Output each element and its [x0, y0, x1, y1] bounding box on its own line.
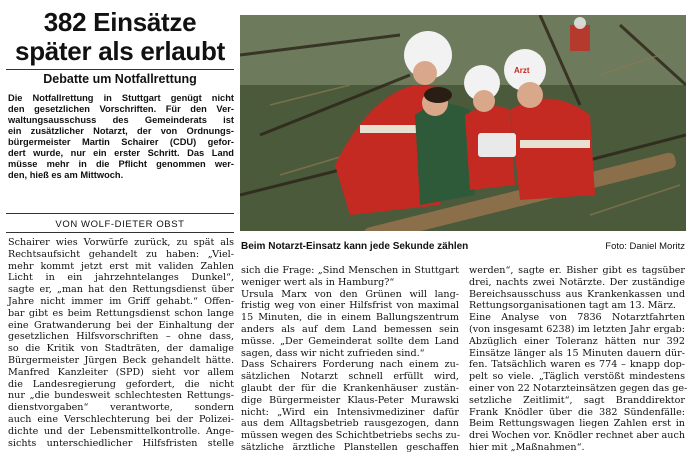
text-line: drei, nachts zwei Notärzte. Der zuständige: [469, 276, 685, 288]
text-line: (von insgesamt 6238) im letzten Jahr ergab:: [469, 323, 685, 335]
text-line: bar gibt es beim Rettungsdienst schon lange: [8, 307, 234, 319]
text-line: dige Bürgermeister Klaus-Peter Murawski: [241, 394, 459, 406]
text-line: sich die Frage: „Sind Menschen in Stuttgart: [241, 265, 459, 276]
text-line: Licht in ein jahrzehntelanges Dunkel“,: [8, 272, 234, 284]
column-3: [469, 265, 688, 454]
text-line: müssen wegen des Schichtbetriebs sechs zu-: [241, 430, 461, 442]
news-photo: [240, 15, 686, 231]
text-line: müsse. „Der Gemeinderat sollte dem Land: [241, 335, 459, 347]
text-line: sagen, dass wir nicht zufrieden sind.“: [241, 347, 425, 359]
text-line: fristig weg von einer Hilfsfrist von maximal: [241, 300, 459, 312]
lead-line: müsse mehr in die Pflicht genommen wer-: [8, 159, 234, 170]
text-line: sätzlichen Notarzt schnell erfüllt wird,: [241, 371, 459, 383]
text-line: dichte und der Lebensmittelkontrolle. Ange-: [8, 425, 234, 437]
lead-line: den gesetzlichen Vorschriften. Für den Ver-: [8, 104, 234, 115]
text-line: anders als auf dem Land bemessen sein: [241, 323, 459, 335]
byline-rule-bottom: [6, 232, 234, 233]
headline-line-2: später als erlaubt: [15, 36, 225, 66]
subheadline-rule: [6, 69, 234, 70]
text-line: Rechtsaufsicht gehandelt zu haben: „Viel-: [8, 248, 234, 260]
text-line: gesetzlichen Hilfsvorschriften – ohne dass,: [8, 331, 234, 343]
text-line: Frank Knödler über die 382 Sündenfälle:: [469, 406, 685, 418]
column-2: [241, 265, 459, 454]
lead-line: ein zusätzlicher Notarzt, der von Ordnungs-: [8, 126, 234, 137]
text-line: Einsätze länger als 15 Minuten dauern dür-: [469, 347, 685, 359]
text-line: Rettungsorganisationen tagt am 13. März.: [469, 300, 676, 312]
text-line: hier mit „Maßnahmen“.: [469, 441, 585, 453]
text-line: Eine Analyse von 7836 Notarztfahrten: [469, 312, 685, 324]
text-line: pelt so viele. „Täglich verstößt mindestens: [469, 371, 685, 383]
text-line: werden“, sagte er. Bisher gibt es tagsüber: [469, 265, 685, 276]
text-line: weniger wert als in Hamburg?“: [241, 276, 395, 288]
text-line: die Landesregierung gefordert, die nicht: [8, 378, 234, 390]
lead-paragraph: [8, 93, 234, 181]
text-line: so die Kritik von Stadträten, der damalige: [8, 343, 234, 355]
byline-rule-top: [6, 213, 234, 214]
text-line: Beim Rettungswagen liegen Zahlen erst in: [469, 418, 685, 430]
photo-credit: Foto: Daniel Moritz: [605, 241, 685, 252]
text-line: fen. Tatsächlich waren es 774 – knapp dop-: [469, 359, 685, 371]
lead-line: waltungsausschuss des Gemeinderats ist: [8, 115, 234, 126]
helmet-label: Arzt: [514, 66, 530, 75]
text-line: Abzüglich einer Toleranz hätten nur 392: [469, 335, 685, 347]
text-line: Bürgermeister Jürgen Beck gehandelt hätte.: [8, 354, 234, 366]
text-line: 15 Minuten, die in einem Ballungszentrum: [241, 312, 459, 324]
headline-line-1: 382 Einsätze: [43, 7, 197, 37]
text-line: Schairer wies Vorwürfe zurück, zu spät als: [8, 237, 234, 248]
byline: VON WOLF-DIETER OBST: [55, 219, 185, 230]
text-line: Ursula Marx von den Grünen will lang-: [241, 288, 459, 300]
text-line: Jahre nicht immer im Griff gehabt.“ Offen-: [8, 295, 234, 307]
text-line: nicht: „Wird ein Intensivmediziner dafür: [241, 406, 459, 418]
lead-line: Die Notfallrettung in Stuttgart genügt nicht: [8, 93, 234, 103]
text-line: Dass Schairers Forderung nach einem zu-: [241, 359, 459, 371]
text-line: Manfred Kanzleiter (SPD) sieht vor allem: [8, 366, 234, 378]
text-line: nur „die bundesweit schlechtesten Rettungs-: [8, 390, 234, 402]
column-1: [8, 237, 234, 449]
text-line: eine Gratwanderung bei der Einhaltung der: [8, 319, 234, 331]
rescue-scene-illustration: [240, 15, 686, 231]
text-line: setzliche Zeitlimit“, sagt Branddirektor: [469, 394, 685, 406]
text-line: auch eine Verschlechterung bei der Polizei-: [8, 413, 234, 425]
headline: [6, 8, 234, 66]
text-line: dienstvorgaben“ verantworte, sondern: [8, 402, 234, 414]
text-line: mehr kommt jetzt erst mit validen Zahlen: [8, 260, 234, 272]
text-line: sagte er, „man hat den Rettungsdienst über: [8, 284, 234, 296]
text-line: Bereichsausschuss aus Krankenkassen und: [469, 288, 685, 300]
text-line: einer von 22 Notarzteinsätzen gegen das ge-: [469, 382, 688, 394]
text-line: sätzliche ärztliche Planstellen geschaffen: [241, 441, 459, 453]
text-line: aus dem Alltagsbetrieb rausgezogen, dann: [241, 418, 459, 430]
text-line: sichts unterschiedlicher Hilfsfristen stelle: [8, 437, 234, 449]
text-line: drei Wochen vor. Knödler rechnet aber auch: [469, 430, 685, 442]
photo-caption: Beim Notarzt-Einsatz kann jede Sekunde zählen: [241, 241, 469, 252]
lead-line: bürgermeister Martin Schairer (CDU) gefor-: [8, 137, 234, 148]
text-line: glaubt der für die Krankenhäuser zustän-: [241, 382, 459, 394]
lead-line: dert wurde, nur ein erster Schritt. Das Land: [8, 148, 234, 159]
lead-line: den, hieß es am Mittwoch.: [8, 170, 124, 181]
subheadline: Debatte um Notfallrettung: [43, 72, 197, 86]
